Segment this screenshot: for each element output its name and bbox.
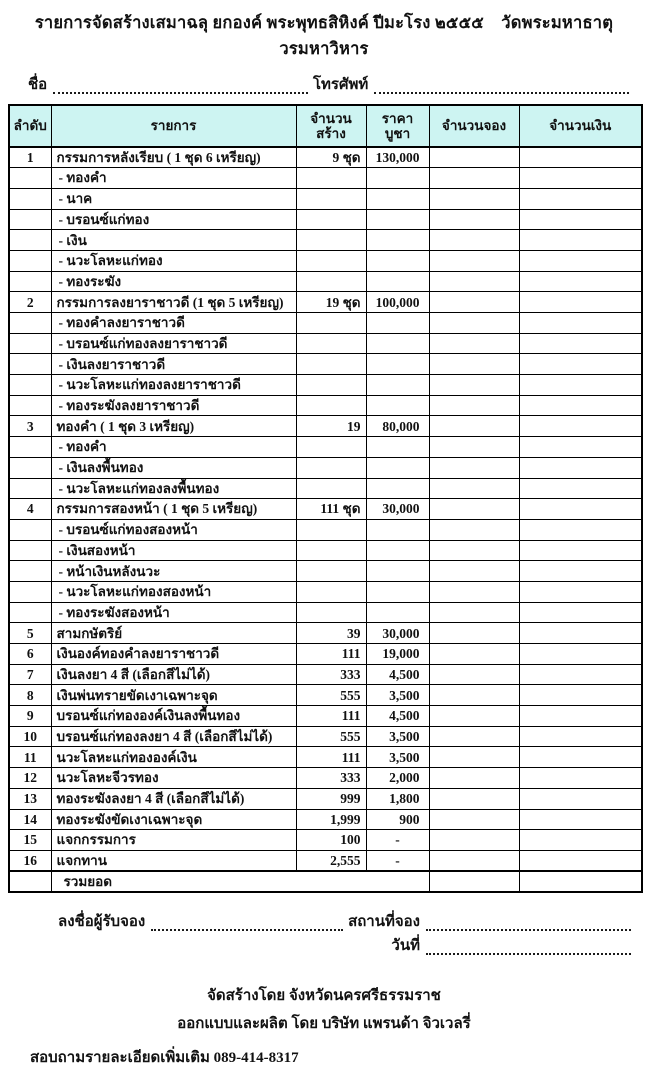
cell-qty: 2,555: [296, 850, 366, 871]
cell-no: 12: [9, 768, 51, 789]
cell-qty: [296, 437, 366, 458]
cell-qty: 111: [296, 644, 366, 665]
cell-qty: [296, 271, 366, 292]
cell-price: [366, 457, 429, 478]
cell-no: [9, 271, 51, 292]
cell-price: [366, 168, 429, 189]
cell-qty: [296, 230, 366, 251]
cell-item: - เงินลงยาราชาวดี: [51, 354, 296, 375]
cell-amount: [519, 726, 642, 747]
cell-amount: [519, 788, 642, 809]
cell-reserve: [429, 747, 519, 768]
cell-amount: [519, 747, 642, 768]
cell-reserve: [429, 416, 519, 437]
cell-reserve: [429, 209, 519, 230]
cell-no: [9, 333, 51, 354]
cell-reserve: [429, 188, 519, 209]
cell-reserve: [429, 354, 519, 375]
cell-no: 16: [9, 850, 51, 871]
cell-qty: [296, 581, 366, 602]
cell-qty: 19: [296, 416, 366, 437]
table-row: [9, 540, 642, 561]
cell-reserve: [429, 644, 519, 665]
cell-price: 2,000: [366, 768, 429, 789]
cell-reserve: [429, 561, 519, 582]
cell-reserve: [429, 602, 519, 623]
cell-no: 13: [9, 788, 51, 809]
cell-reserve: [429, 809, 519, 830]
table-row: [9, 168, 642, 189]
cell-price: [366, 437, 429, 458]
cell-item: - นวะโลหะแก่ทอง: [51, 250, 296, 271]
cell-amount: [519, 499, 642, 520]
cell-item: - ทองระฆัง: [51, 271, 296, 292]
order-table: [8, 104, 643, 893]
footer: [0, 911, 648, 1069]
cell-item: บรอนซ์แก่ทองลงยา 4 สี (เลือกสีไม่ได้): [51, 726, 296, 747]
cell-item: ทองระฆังลงยา 4 สี (เลือกสีไม่ได้): [51, 788, 296, 809]
cell-no: 10: [9, 726, 51, 747]
cell-no: 2: [9, 292, 51, 313]
cell-no: [9, 250, 51, 271]
cell-no: [9, 230, 51, 251]
cell-price: 4,500: [366, 706, 429, 727]
place-label: สถานที่จอง: [348, 913, 420, 930]
table-row: [9, 313, 642, 334]
cell-qty: [296, 188, 366, 209]
table-row: [9, 664, 642, 685]
sign-dotted-line: [151, 917, 343, 931]
cell-item: - ทองระฆังลงยาราชาวดี: [51, 395, 296, 416]
cell-amount: [519, 706, 642, 727]
cell-qty: [296, 561, 366, 582]
cell-amount: [519, 768, 642, 789]
cell-item: - นวะโลหะแก่ทองลงพื้นทอง: [51, 478, 296, 499]
table-row: [9, 561, 642, 582]
table-row: [9, 416, 642, 437]
cell-no: [9, 871, 51, 892]
cell-item: - เงินสองหน้า: [51, 540, 296, 561]
cell-amount: [519, 292, 642, 313]
table-row: [9, 499, 642, 520]
cell-item: - บรอนซ์แก่ทอง: [51, 209, 296, 230]
cell-reserve: [429, 230, 519, 251]
cell-no: 1: [9, 147, 51, 168]
cell-amount: [519, 809, 642, 830]
table-row: [9, 685, 642, 706]
table-row: [9, 644, 642, 665]
table-row: [9, 788, 642, 809]
cell-item: - ทองระฆังสองหน้า: [51, 602, 296, 623]
cell-item: บรอนซ์แก่ทององค์เงินลงพื้นทอง: [51, 706, 296, 727]
cell-price: 1,800: [366, 788, 429, 809]
phone-label: โทรศัพท์: [312, 77, 369, 93]
date-line: [58, 935, 636, 957]
cell-reserve: [429, 395, 519, 416]
table-row: [9, 333, 642, 354]
cell-price: [366, 581, 429, 602]
column-header-amount: จำนวนเงิน: [519, 105, 642, 147]
cell-price: 100,000: [366, 292, 429, 313]
cell-amount: [519, 623, 642, 644]
table-row: [9, 726, 642, 747]
cell-price: [366, 230, 429, 251]
cell-amount: [519, 354, 642, 375]
cell-no: [9, 561, 51, 582]
cell-amount: [519, 830, 642, 851]
cell-reserve: [429, 788, 519, 809]
cell-qty: 111 ชุด: [296, 499, 366, 520]
column-header-no: ลำดับ: [9, 105, 51, 147]
cell-reserve: [429, 168, 519, 189]
date-dotted-line: [426, 941, 631, 955]
cell-price: [366, 478, 429, 499]
cell-price: 3,500: [366, 726, 429, 747]
table-row: [9, 188, 642, 209]
cell-no: [9, 354, 51, 375]
cell-no: [9, 375, 51, 396]
cell-amount: [519, 437, 642, 458]
cell-no: [9, 581, 51, 602]
cell-no: [9, 478, 51, 499]
cell-no: [9, 313, 51, 334]
name-label: ชื่อ: [28, 77, 48, 93]
column-header-reserve: จำนวนจอง: [429, 105, 519, 147]
cell-qty: [296, 250, 366, 271]
cell-reserve: [429, 457, 519, 478]
cell-amount: [519, 375, 642, 396]
cell-no: [9, 168, 51, 189]
cell-no: [9, 457, 51, 478]
cell-amount: [519, 395, 642, 416]
cell-item: - บรอนซ์แก่ทองลงยาราชาวดี: [51, 333, 296, 354]
cell-item: นวะโลหะแก่ทององค์เงิน: [51, 747, 296, 768]
place-dotted-line: [426, 917, 631, 931]
cell-amount: [519, 871, 642, 892]
cell-qty: 555: [296, 685, 366, 706]
cell-qty: [296, 168, 366, 189]
cell-reserve: [429, 871, 519, 892]
cell-price: 900: [366, 809, 429, 830]
cell-no: [9, 188, 51, 209]
cell-no: [9, 519, 51, 540]
cell-reserve: [429, 540, 519, 561]
cell-reserve: [429, 313, 519, 334]
contact-line: สอบถามรายละเอียดเพิ่มเติม 089-414-8317: [30, 1049, 299, 1066]
cell-item: - หน้าเงินหลังนวะ: [51, 561, 296, 582]
cell-price: [366, 519, 429, 540]
column-header-price-line2: บูชา: [384, 126, 411, 141]
cell-qty: 333: [296, 768, 366, 789]
cell-price: 3,500: [366, 747, 429, 768]
table-row: [9, 147, 642, 168]
table-row: [9, 395, 642, 416]
cell-item: - ทองคำ: [51, 168, 296, 189]
cell-reserve: [429, 292, 519, 313]
table-body: [9, 147, 642, 892]
cell-reserve: [429, 519, 519, 540]
cell-item: ทองระฆังขัดเงาเฉพาะจุด: [51, 809, 296, 830]
column-header-price-line1: ราคา: [381, 110, 414, 126]
cell-reserve: [429, 375, 519, 396]
table-row: [9, 209, 642, 230]
cell-reserve: [429, 623, 519, 644]
table-row: [9, 354, 642, 375]
cell-item: - นาค: [51, 188, 296, 209]
cell-amount: [519, 209, 642, 230]
cell-item: - เงิน: [51, 230, 296, 251]
cell-item: เงินองค์ทองคำลงยาราชาวดี: [51, 644, 296, 665]
column-header-qty-line2: สร้าง: [316, 126, 346, 141]
cell-amount: [519, 271, 642, 292]
cell-price: 30,000: [366, 499, 429, 520]
cell-amount: [519, 333, 642, 354]
cell-qty: 1,999: [296, 809, 366, 830]
cell-item: แจกทาน: [51, 850, 296, 871]
cell-price: 3,500: [366, 685, 429, 706]
cell-reserve: [429, 685, 519, 706]
cell-reserve: [429, 850, 519, 871]
cell-qty: 111: [296, 747, 366, 768]
cell-price: 19,000: [366, 644, 429, 665]
designed-by-line: ออกแบบและผลิต โดย บริษัท แพรนด้า จิวเวลรี่: [177, 1015, 471, 1032]
signature-line: [58, 911, 636, 933]
cell-reserve: [429, 250, 519, 271]
sign-label: ลงชื่อผู้รับจอง: [58, 913, 146, 930]
cell-item: นวะโลหะจีวรทอง: [51, 768, 296, 789]
cell-qty: 333: [296, 664, 366, 685]
cell-amount: [519, 250, 642, 271]
cell-amount: [519, 416, 642, 437]
cell-qty: 19 ชุด: [296, 292, 366, 313]
cell-qty: 111: [296, 706, 366, 727]
cell-no: 6: [9, 644, 51, 665]
table-row: [9, 375, 642, 396]
table-row: [9, 250, 642, 271]
table-row: [9, 478, 642, 499]
table-row: [9, 457, 642, 478]
cell-amount: [519, 664, 642, 685]
cell-amount: [519, 168, 642, 189]
cell-qty: [296, 333, 366, 354]
cell-item: กรรมการสองหน้า ( 1 ชุด 5 เหรียญ): [51, 499, 296, 520]
cell-reserve: [429, 768, 519, 789]
cell-price: [366, 395, 429, 416]
table-row: [9, 437, 642, 458]
cell-amount: [519, 685, 642, 706]
table-row: [9, 830, 642, 851]
table-row: [9, 581, 642, 602]
cell-amount: [519, 581, 642, 602]
cell-amount: [519, 457, 642, 478]
cell-reserve: [429, 664, 519, 685]
cell-amount: [519, 188, 642, 209]
cell-price: [366, 561, 429, 582]
cell-amount: [519, 147, 642, 168]
cell-amount: [519, 478, 642, 499]
cell-price: 80,000: [366, 416, 429, 437]
cell-price: 30,000: [366, 623, 429, 644]
cell-no: 14: [9, 809, 51, 830]
cell-total-label: รวมยอด: [51, 871, 429, 892]
name-dotted-line: [53, 80, 308, 94]
cell-reserve: [429, 478, 519, 499]
cell-amount: [519, 602, 642, 623]
cell-no: 4: [9, 499, 51, 520]
cell-qty: [296, 354, 366, 375]
date-label: วันที่: [391, 937, 420, 954]
cell-qty: 999: [296, 788, 366, 809]
cell-qty: [296, 209, 366, 230]
cell-no: [9, 395, 51, 416]
cell-price: [366, 375, 429, 396]
cell-item: - เงินลงพื้นทอง: [51, 457, 296, 478]
cell-price: [366, 271, 429, 292]
cell-no: [9, 602, 51, 623]
cell-reserve: [429, 147, 519, 168]
table-header: [9, 105, 642, 147]
cell-qty: 555: [296, 726, 366, 747]
cell-price: -: [366, 830, 429, 851]
column-header-price: [366, 105, 429, 147]
cell-price: 4,500: [366, 664, 429, 685]
cell-price: [366, 354, 429, 375]
cell-reserve: [429, 581, 519, 602]
phone-dotted-line: [374, 80, 629, 94]
cell-qty: [296, 395, 366, 416]
cell-item: - บรอนซ์แก่ทองสองหน้า: [51, 519, 296, 540]
cell-amount: [519, 540, 642, 561]
cell-item: เงินลงยา 4 สี (เลือกสีไม่ได้): [51, 664, 296, 685]
cell-no: 7: [9, 664, 51, 685]
cell-price: [366, 540, 429, 561]
cell-price: [366, 250, 429, 271]
cell-price: [366, 188, 429, 209]
made-by-line: จัดสร้างโดย จังหวัดนครศรีธรรมราช: [207, 987, 441, 1004]
cell-no: 5: [9, 623, 51, 644]
cell-qty: 9 ชุด: [296, 147, 366, 168]
cell-price: 130,000: [366, 147, 429, 168]
cell-qty: 100: [296, 830, 366, 851]
cell-amount: [519, 313, 642, 334]
cell-reserve: [429, 726, 519, 747]
table-row: [9, 850, 642, 871]
cell-reserve: [429, 499, 519, 520]
cell-item: กรรมการหลังเรียบ ( 1 ชุด 6 เหรียญ): [51, 147, 296, 168]
cell-item: เงินพ่นทรายขัดเงาเฉพาะจุด: [51, 685, 296, 706]
cell-amount: [519, 644, 642, 665]
cell-reserve: [429, 437, 519, 458]
column-header-item: รายการ: [51, 105, 296, 147]
name-phone-line: [28, 76, 634, 96]
cell-price: [366, 333, 429, 354]
cell-no: 11: [9, 747, 51, 768]
cell-qty: [296, 313, 366, 334]
cell-no: [9, 209, 51, 230]
cell-reserve: [429, 830, 519, 851]
cell-item: - นวะโลหะแก่ทองลงยาราชาวดี: [51, 375, 296, 396]
cell-no: [9, 540, 51, 561]
document-title: รายการจัดสร้างเสมาฉลุ ยกองค์ พระพุทธสิหิงค์ ปีมะโรง ๒๕๕๕ วัดพระมหาธาตุวรมหาวิหาร: [34, 13, 614, 58]
cell-item: - ทองคำลงยาราชาวดี: [51, 313, 296, 334]
cell-no: 3: [9, 416, 51, 437]
cell-amount: [519, 230, 642, 251]
cell-no: [9, 437, 51, 458]
table-row: [9, 230, 642, 251]
table-row: [9, 768, 642, 789]
cell-reserve: [429, 271, 519, 292]
total-row: [9, 871, 642, 892]
column-header-qty: [296, 105, 366, 147]
cell-no: 9: [9, 706, 51, 727]
cell-amount: [519, 519, 642, 540]
cell-amount: [519, 850, 642, 871]
cell-qty: [296, 540, 366, 561]
cell-item: สามกษัตริย์: [51, 623, 296, 644]
table-row: [9, 292, 642, 313]
cell-qty: [296, 457, 366, 478]
table-row: [9, 747, 642, 768]
cell-item: - ทองคำ: [51, 437, 296, 458]
cell-price: -: [366, 850, 429, 871]
cell-no: 15: [9, 830, 51, 851]
cell-item: กรรมการลงยาราชาวดี (1 ชุด 5 เหรียญ): [51, 292, 296, 313]
header-row: [9, 105, 642, 147]
table-row: [9, 271, 642, 292]
cell-price: [366, 313, 429, 334]
cell-item: ทองคำ ( 1 ชุด 3 เหรียญ): [51, 416, 296, 437]
cell-price: [366, 209, 429, 230]
cell-item: - นวะโลหะแก่ทองสองหน้า: [51, 581, 296, 602]
cell-qty: [296, 519, 366, 540]
cell-price: [366, 602, 429, 623]
cell-amount: [519, 561, 642, 582]
cell-item: แจกกรรมการ: [51, 830, 296, 851]
table-row: [9, 809, 642, 830]
cell-reserve: [429, 706, 519, 727]
cell-qty: [296, 478, 366, 499]
table-row: [9, 519, 642, 540]
table-row: [9, 602, 642, 623]
table-row: [9, 623, 642, 644]
table-row: [9, 706, 642, 727]
cell-qty: [296, 602, 366, 623]
cell-qty: [296, 375, 366, 396]
cell-reserve: [429, 333, 519, 354]
cell-no: 8: [9, 685, 51, 706]
column-header-qty-line1: จำนวน: [310, 110, 352, 126]
cell-qty: 39: [296, 623, 366, 644]
